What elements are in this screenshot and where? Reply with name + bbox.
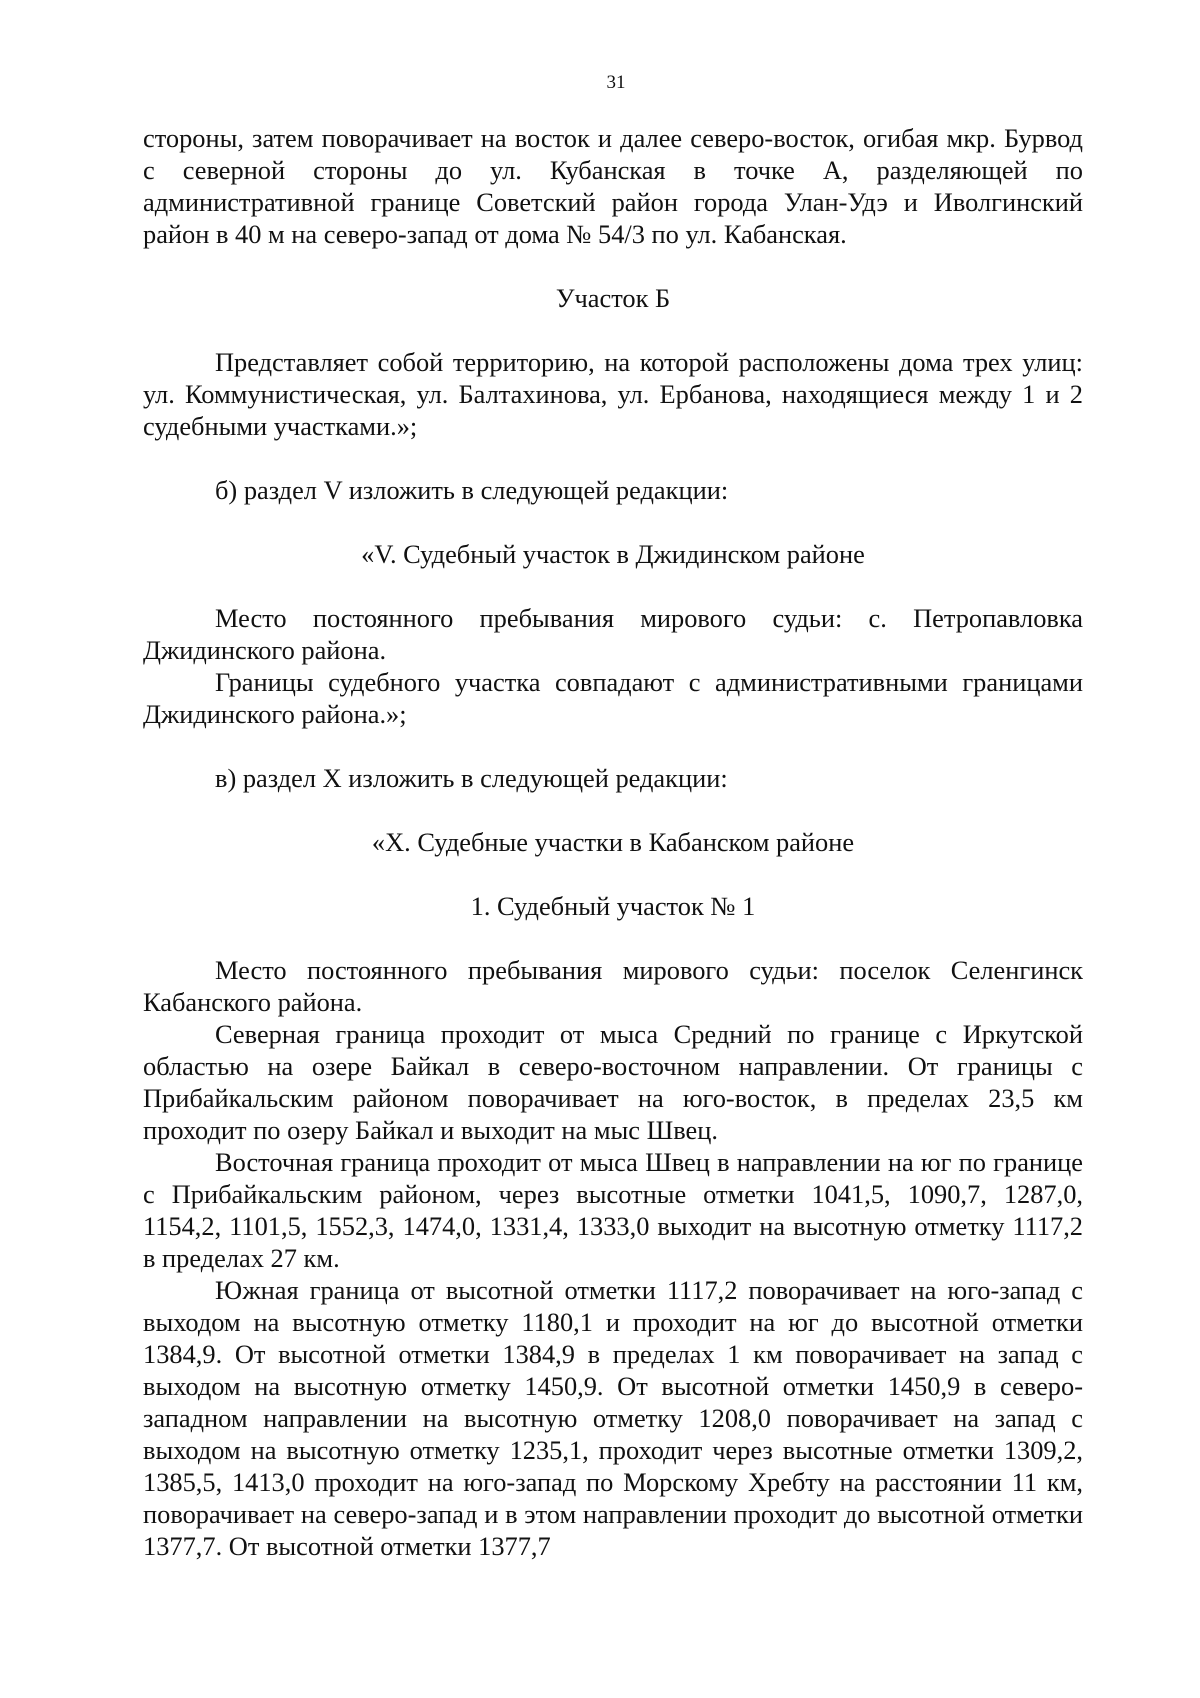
paragraph-northern-border: Северная граница проходит от мыса Средний по границе с Иркутской областью на озере Байкал в северо-восточном направлении. От границы с Прибайкальским районом поворачивает на юго-восток, в пределах 23,5 км проходит по озеру Байкал и выходит на мыс Швец.	[143, 1019, 1083, 1145]
heading-uchastok-b: Участок Б	[555, 283, 671, 313]
document-body	[143, 122, 1083, 1562]
paragraph-southern-border: Южная граница от высотной отметки 1117,2 поворачивает на юго-запад с выходом на высотную отметку 1180,1 и проходит на юг до высотной отметки 1384,9. От высотной отметки 1384,9 в пределах 1 км поворачивает на запад с выходом на высотную отметку 1450,9. От высотной отметки 1450,9 в северо-западном направлении на высотную отметку 1208,0 поворачивает на запад с выходом на высотную отметку 1235,1, проходит через высотные отметки 1309,2, 1385,5, 1413,0 проходит на юго-запад по Морскому Хребту на расстоянии 11 км, поворачивает на северо-запад и в этом направлении проходит до высотной отметки 1377,7. От высотной отметки 1377,7	[143, 1275, 1083, 1561]
heading-court-district-1: 1. Судебный участок № 1	[470, 891, 756, 921]
paragraph-uchastok-b: Представляет собой территорию, на которой расположены дома трех улиц: ул. Коммунистическая, ул. Балтахинова, ул. Ербанова, находящиеся между 1 и 2 судебными участками.»;	[143, 347, 1083, 441]
paragraph-eastern-border: Восточная граница проходит от мыса Швец в направлении на юг по границе с Прибайкальским районом, через высотные отметки 1041,5, 1090,7, 1287,0, 1154,2, 1101,5, 1552,3, 1474,0, 1331,4, 1333,0 выходит на высотную отметку 1117,2 в пределах 27 км.	[143, 1147, 1083, 1273]
paragraph-dzhida-borders: Границы судебного участка совпадают с административными границами Джидинского района.»;	[143, 667, 1083, 729]
paragraph-section-v-amendment: б) раздел V изложить в следующей редакции:	[215, 475, 729, 505]
paragraph-section-x-amendment: в) раздел X изложить в следующей редакции:	[215, 763, 728, 793]
heading-section-v: «V. Судебный участок в Джидинском районе	[361, 539, 865, 569]
paragraph-dzhida-residence: Место постоянного пребывания мирового судьи: с. Петропавловка Джидинского района.	[143, 603, 1083, 665]
paragraph-selenginsk-residence: Место постоянного пребывания мирового судьи: поселок Селенгинск Кабанского района.	[143, 955, 1083, 1017]
heading-section-x: «X. Судебные участки в Кабанском районе	[371, 827, 855, 857]
page-number: 31	[606, 72, 626, 93]
paragraph-continuation: стороны, затем поворачивает на восток и далее северо-восток, огибая мкр. Бурвод с северной стороны до ул. Кубанская в точке А, разделяющей по административной границе Советский район города Улан-Удэ и Иволгинский район в 40 м на северо-запад от дома № 54/3 по ул. Кабанская.	[143, 123, 1083, 249]
